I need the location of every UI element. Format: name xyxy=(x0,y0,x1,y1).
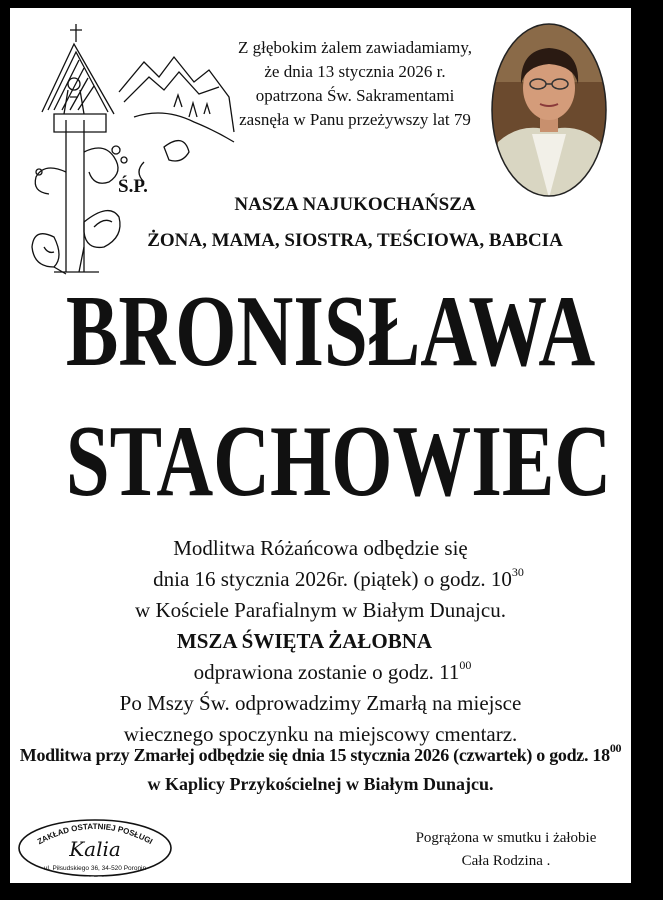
intro-line: że dnia 13 stycznia 2026 r. xyxy=(264,62,446,81)
obituary-card xyxy=(10,8,631,883)
ceremony-line: Modlitwa Różańcowa odbędzie się xyxy=(173,536,468,560)
wake-prayer-minutes: 00 xyxy=(609,741,622,755)
funeral-home-logo xyxy=(16,818,174,878)
intro-line: zasnęła w Panu przeżywszy lat 79 xyxy=(239,110,471,129)
signature-line: Pogrążona w smutku i żałobie xyxy=(415,830,597,846)
deceased-last-name: STACHOWIEC xyxy=(65,403,612,518)
sp-abbreviation: Ś.P. xyxy=(118,176,148,197)
relation-heading: NASZA NAJUKOCHAŃSZA xyxy=(234,194,476,215)
relation-roles: ŻONA, MAMA, SIOSTRA, TEŚCIOWA, BABCIA xyxy=(147,230,563,251)
intro-line: Z głębokim żalem zawiadamiamy, xyxy=(238,38,472,57)
ceremony-date-line xyxy=(28,567,631,592)
ceremony-line: w Kościele Parafialnym w Białym Dunajcu. xyxy=(135,598,506,622)
mass-time-text: odprawiona zostanie o godz. 11 xyxy=(193,660,460,684)
funeral-home-phone: tel. +48 721 275 722 xyxy=(30,875,113,885)
deceased-first-name: BRONISŁAWA xyxy=(65,273,596,388)
deceased-portrait xyxy=(490,22,608,198)
ceremony-time-minutes: 30 xyxy=(511,565,524,579)
ceremony-line: Po Mszy Św. odprowadzimy Zmarłą na miejsce xyxy=(119,691,522,715)
signature-family: Cała Rodzina . xyxy=(461,853,551,869)
mass-title: MSZA ŚWIĘTA ŻAŁOBNA xyxy=(176,629,433,653)
intro-line: opatrzona Św. Sakramentami xyxy=(255,86,455,105)
wake-prayer-line xyxy=(10,743,631,766)
ceremony-date-text: dnia 16 stycznia 2026r. (piątek) o godz. 10 xyxy=(153,567,512,591)
wake-prayer-text: Modlitwa przy Zmarłej odbędzie się dnia 15 stycznia 2026 (czwartek) o godz. 18 xyxy=(19,745,610,765)
logo-address: ul. Piłsudskiego 36, 34-520 Poronin xyxy=(43,865,147,872)
mass-time-line xyxy=(22,660,631,685)
logo-brand: Kalia xyxy=(69,837,121,861)
logo-arc-text: ZAKŁAD OSTATNIEJ POSŁUGI xyxy=(35,821,155,847)
announcement-intro xyxy=(220,36,490,132)
ceremony-line: wiecznego spoczynku na miejscowy cmentarz. xyxy=(123,722,518,746)
wake-prayer-place: w Kaplicy Przykościelnej w Białym Dunajcu. xyxy=(147,774,494,794)
mass-time-minutes: 00 xyxy=(459,658,472,672)
